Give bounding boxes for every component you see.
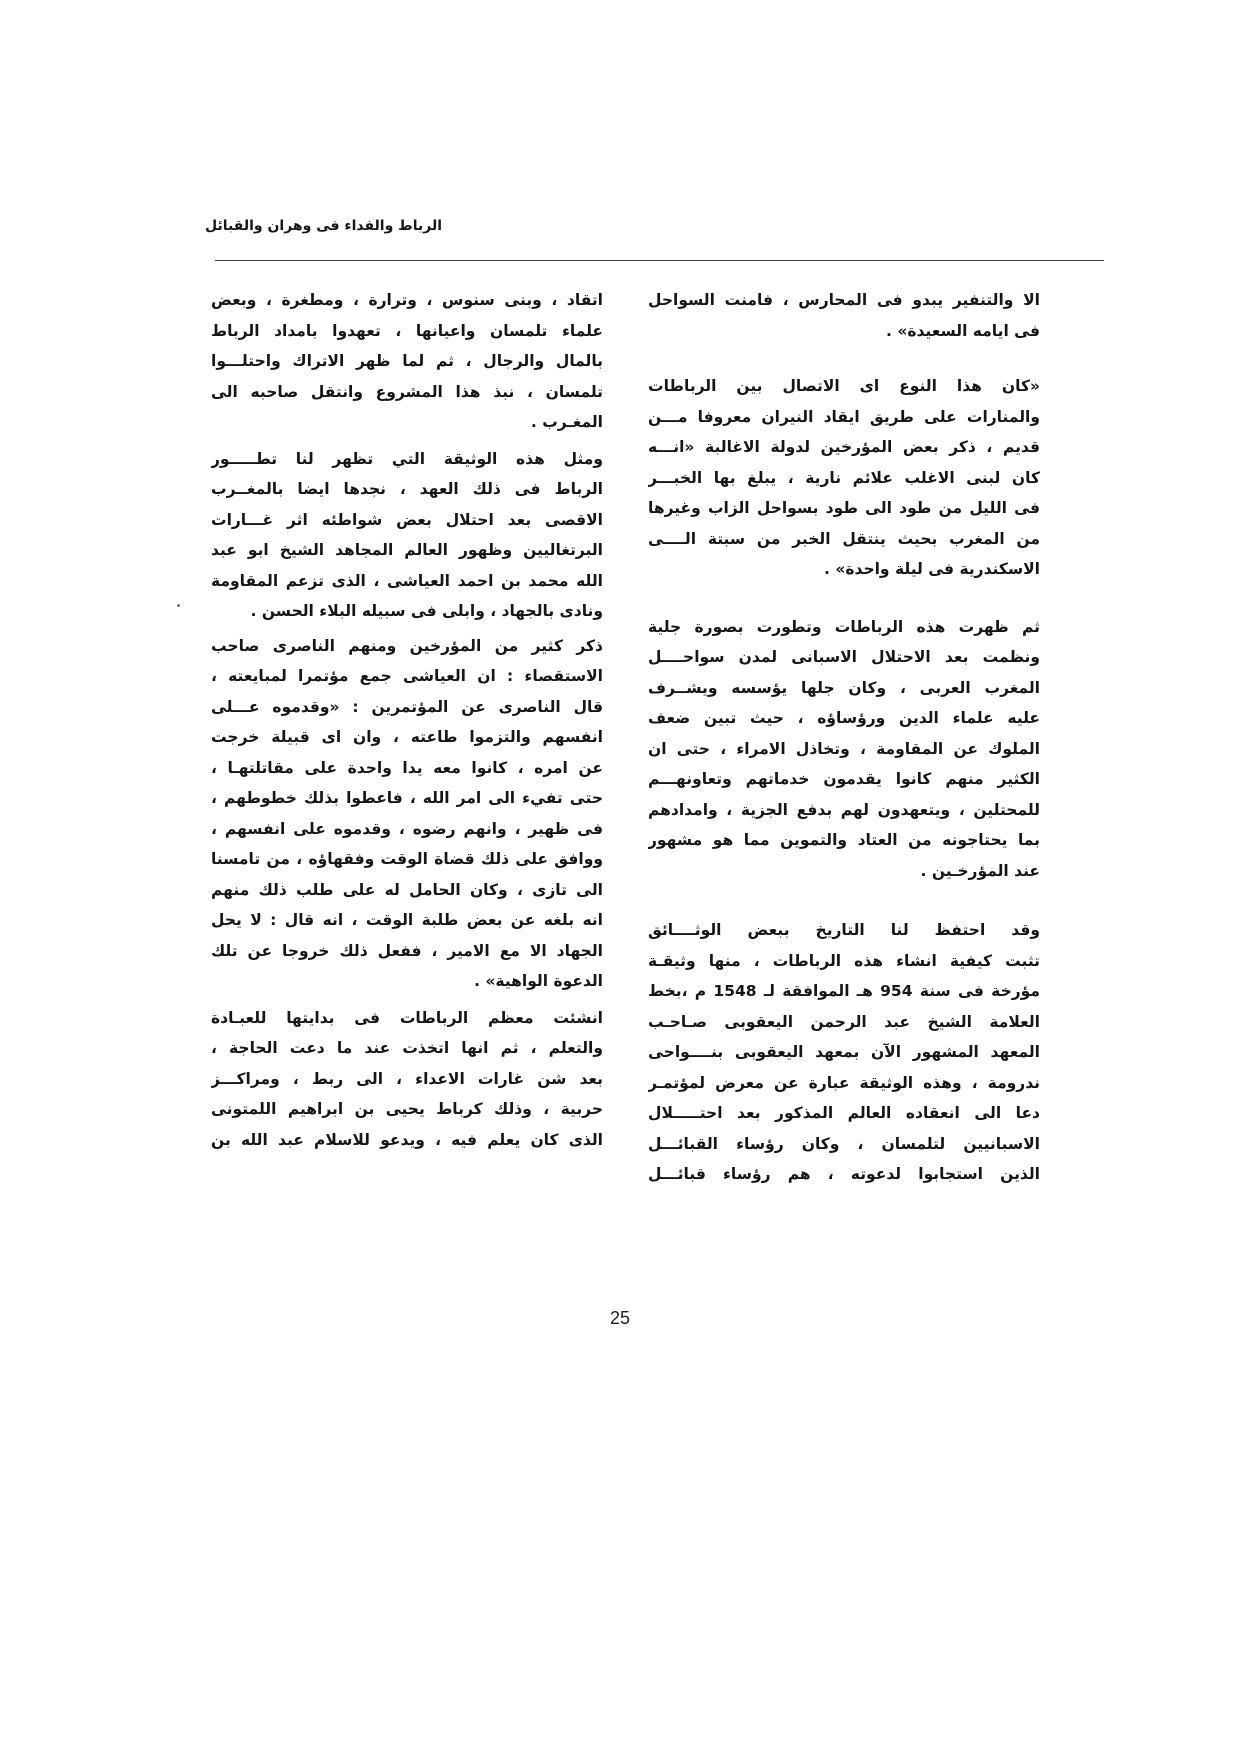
text-line: الله محمد بن احمد العياشى ، الذى تزعم المقاومة [211, 571, 603, 590]
text-line: عن امره ، كانوا معه يدا واحدة على مقاتلتهـا ، [211, 758, 603, 777]
text-line: عليه علماء الدين ورؤساؤه ، حيث تبين ضعف [648, 709, 1040, 727]
text-line: ومثل هذه الوثيقة التي تظهر لنا تطـــــور [211, 449, 603, 468]
paragraph [648, 915, 1040, 1190]
text-line: الا والتنفير يبدو فى المحارس ، فامنت السواحل [648, 291, 1040, 309]
text-line: ونظمت بعد الاحتلال الاسبانى لمدن سواحــــل [648, 648, 1040, 666]
left-column [211, 285, 603, 1155]
text-line: الاسكندرية فى ليلة واحدة» . [824, 560, 1040, 578]
text-line: ذكر كثير من المؤرخين ومنهم الناصرى صاحب [211, 636, 603, 655]
text-line: الملوك عن المقاومة ، وتخاذل الامراء ، حتى ان [648, 739, 1040, 758]
text-line: الذين استجابوا لدعوته ، هم رؤساء قبائـــل [648, 1165, 1040, 1183]
text-line: تثبت كيفية انشاء هذه الرباطات ، منها وثيقـة [648, 951, 1040, 970]
text-line: ندرومة ، وهذه الوثيقة عبارة عن معرض لمؤتمـر [648, 1073, 1040, 1092]
text-line: ثم ظهرت هذه الرباطات وتطورت بصورة جلية [648, 617, 1040, 636]
text-line: قال الناصرى عن المؤتمرين : «وقدموه عـــلى [211, 697, 603, 716]
text-line: دعا الى انعقاده العالم المذكور بعد احتـــــلال [648, 1104, 1040, 1122]
text-line: الاسبانيين لتلمسان ، وكان رؤساء القبائـــل [648, 1134, 1040, 1153]
paragraph [648, 612, 1040, 887]
text-line: الى تازى ، وكان الحامل له على طلب ذلك منهم [211, 880, 603, 899]
text-line: الذى كان يعلم فيه ، ويدعو للاسلام عبد الله بن [211, 1130, 603, 1149]
text-line: المعهد المشهور الآن بمعهد اليعقوبى بنــــواحى [648, 1043, 1040, 1061]
text-line: مؤرخة فى سنة 954 هـ الموافقة لـ 1548 م ،بخط [648, 982, 1040, 1000]
text-line: اتقاد ، وبنى سنوس ، وترارة ، ومطغرة ، وبعض [211, 291, 603, 309]
text-line: للمحتلين ، ويتعهدون لهم بدفع الجزية ، وامدادهم [648, 800, 1040, 819]
paragraph [648, 285, 1040, 346]
text-line: الجهاد الا مع الامير ، ففعل ذلك خروجا عن تلك [211, 941, 603, 960]
paragraph [211, 1003, 603, 1156]
text-line: كان لبنى الاغلب علائم نارية ، يبلغ بها الخبـــر [648, 468, 1040, 487]
text-line: تلمسان ، نبذ هذا المشروع وانتقل صاحبه الى [211, 382, 603, 401]
text-line: قديم ، ذكر بعض المؤرخين لدولة الاغالبة «انـــه [648, 438, 1040, 456]
scan-speck [177, 604, 180, 607]
text-line: الكثير منهم كانوا يقدمون خدماتهم وتعاونهـــم [648, 770, 1040, 788]
text-line: فى ظهير ، وانهم رضوه ، وقدموه على انفسهم ، [211, 819, 603, 838]
text-line: الدعوة الواهية» . [474, 972, 603, 990]
paragraph [211, 285, 603, 438]
text-line: عند المؤرخـين . [920, 861, 1040, 880]
text-line: بما يحتاجونه من العتاد والتموين مما هو مشهور [648, 831, 1040, 849]
paragraph [648, 371, 1040, 585]
paragraph [211, 444, 603, 627]
text-line: الرباط فى ذلك العهد ، نجدها ايضا بالمغــرب [211, 480, 603, 498]
text-line: انشئت معظم الرباطات فى بدايتها للعبـادة [211, 1008, 603, 1027]
text-line: انفسهم والتزموا طاعته ، وان اى قبيلة خرجت [211, 728, 603, 746]
text-line: ونادى بالجهاد ، وابلى فى سبيله البلاء الحسن . [250, 602, 603, 620]
text-line: انه بلغه عن بعض طلبة الوقت ، انه قال : لا يحل [211, 911, 603, 929]
text-line: فى ايامه السعيدة» . [886, 321, 1040, 340]
text-line: العلامة الشيخ عبد الرحمن اليعقوبى صـاحـب [648, 1012, 1040, 1031]
text-line: الاستقصاء : ان العياشى جمع مؤتمرا لمبايعته ، [211, 667, 603, 685]
text-line: «كان هذا النوع اى الاتصال بين الرباطات [648, 377, 1040, 395]
text-line: والتعلم ، ثم انها اتخذت عند ما دعت الحاجة ، [211, 1039, 603, 1057]
text-line: والمنارات على طريق ايقاد النيران معروفا مـــن [648, 407, 1040, 426]
text-line: المغرب العربى ، وكان جلها يؤسسه ويشــرف [648, 678, 1040, 697]
page-number: 25 [609, 1308, 631, 1328]
text-line: فى الليل من طود الى طود بسواحل الزاب وغيرها [648, 499, 1040, 517]
text-line: بعد شن غارات الاعداء ، الى ربط ، ومراكـــز [211, 1069, 603, 1088]
text-line: الاقصى بعد احتلال بعض شواطئه اثر غـــارات [211, 510, 603, 529]
text-line: وقد احتفظ لنا التاريخ ببعض الوثــــائق [648, 921, 1040, 939]
running-title: الرباط والفداء فى وهران والقبائل [205, 218, 442, 234]
right-column [648, 285, 1040, 1190]
paragraph [211, 631, 603, 997]
text-line: بالمال والرجال ، ثم لما ظهر الاتراك واحتلـــوا [211, 352, 603, 370]
text-line: حتى تفيء الى امر الله ، فاعطوا بذلك خطوطهم ، [211, 789, 603, 807]
text-line: من المغرب بحيث ينتقل الخبر من سبتة الــــى [648, 529, 1040, 548]
text-line: علماء تلمسان واعيانها ، تعهدوا بامداد الرباط [211, 321, 603, 340]
text-line: المغـرب . [530, 413, 603, 431]
text-line: ووافق على ذلك قضاة الوقت وفقهاؤه ، من تامسنا [211, 850, 603, 868]
text-line: حربية ، وذلك كرباط يحيى بن ابراهيم اللمتونى [211, 1100, 603, 1118]
header-rule [215, 260, 1104, 261]
text-line: البرتغاليين وظهور العالم المجاهد الشيخ ابو عبد [211, 541, 603, 559]
